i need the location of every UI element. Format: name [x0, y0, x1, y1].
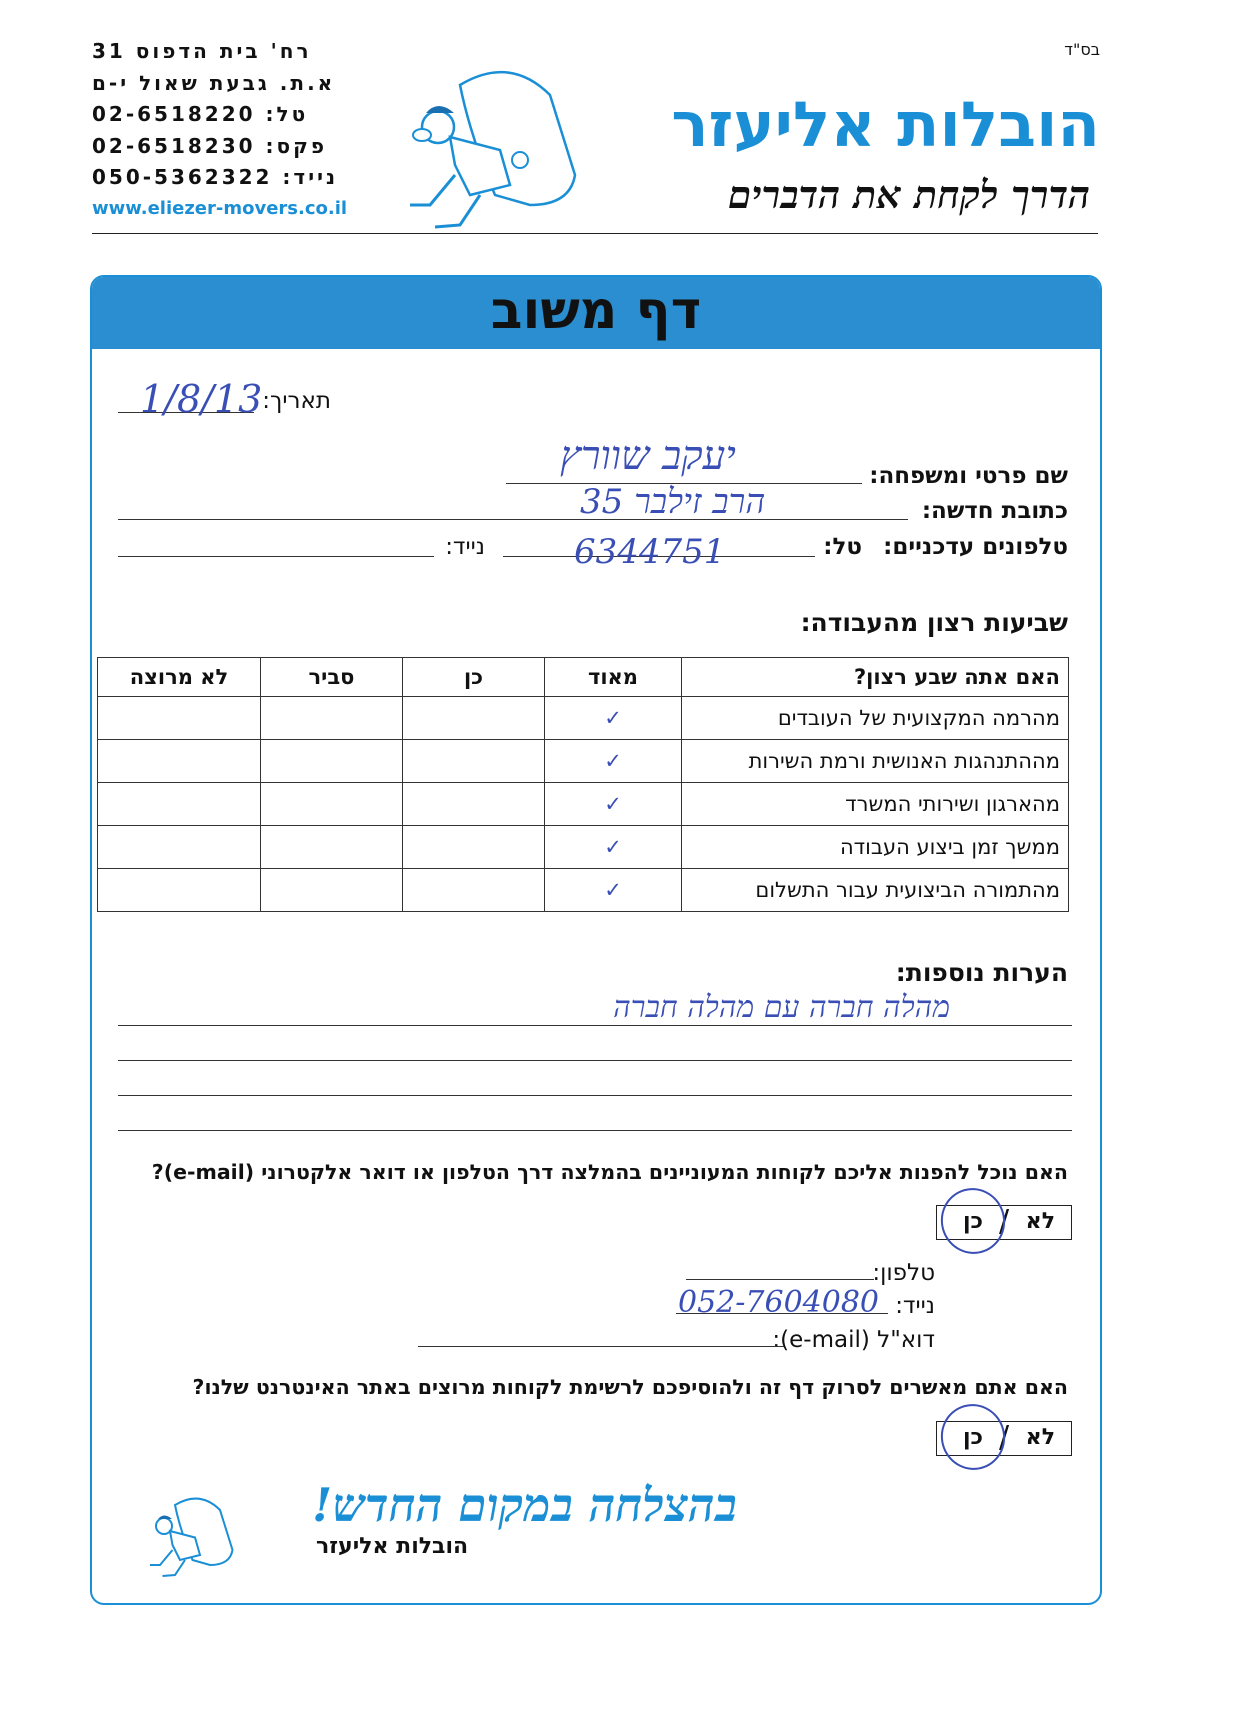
- question-cell: מהתמורה הביצועית עבור התשלום: [682, 869, 1069, 912]
- name-value: יעקב שוורץ: [560, 433, 736, 479]
- form-banner: [92, 277, 1100, 349]
- table-row: [98, 697, 1069, 740]
- address-value: הרב זילבר 35: [580, 482, 766, 522]
- satisfaction-heading: שביעות רצון מהעבודה:: [800, 608, 1068, 637]
- name-label: שם פרטי ומשפחה:: [869, 463, 1068, 489]
- referral-mobile-label: נייד:: [895, 1293, 935, 1319]
- mover-mascot-logo: [400, 55, 620, 235]
- question-cell: מהרמה המקצועית של העובדים: [682, 697, 1069, 740]
- scan-consent-yes-no[interactable]: [936, 1421, 1072, 1456]
- check-cell[interactable]: [403, 783, 545, 826]
- date-label: תאריך:: [262, 388, 331, 414]
- company-address: [92, 36, 338, 194]
- check-cell[interactable]: [98, 697, 261, 740]
- header-divider: [92, 233, 1098, 234]
- check-cell[interactable]: ✓: [545, 826, 682, 869]
- check-cell[interactable]: [261, 826, 403, 869]
- yes-option[interactable]: כן: [963, 1425, 984, 1450]
- address-line: טל: 02-6518220: [92, 102, 309, 126]
- referral-email-field[interactable]: [418, 1346, 784, 1347]
- check-cell[interactable]: [403, 869, 545, 912]
- check-cell[interactable]: [261, 740, 403, 783]
- referral-mobile-value: 052-7604080: [678, 1285, 880, 1320]
- no-option[interactable]: לא: [1025, 1425, 1055, 1450]
- question-cell: מההתנהגות האנושית ורמת השירות: [682, 740, 1069, 783]
- table-header-row: [98, 658, 1069, 697]
- check-cell[interactable]: [261, 783, 403, 826]
- divider: /: [999, 1204, 1010, 1239]
- satisfaction-table: [97, 657, 1069, 912]
- footer-signature: הובלות אליעזר: [316, 1534, 469, 1559]
- check-cell[interactable]: ✓: [545, 740, 682, 783]
- address-line: א.ת. גבעת שאול י-ם: [92, 70, 336, 95]
- date-value: 1/8/13: [140, 377, 263, 421]
- address-line: נייד: 050-5362322: [92, 165, 339, 189]
- no-option[interactable]: לא: [1025, 1209, 1055, 1234]
- address-field[interactable]: [118, 519, 908, 520]
- check-cell[interactable]: [403, 826, 545, 869]
- table-row: [98, 869, 1069, 912]
- address-line: פקס: 02-6518230: [92, 133, 327, 158]
- check-cell[interactable]: [98, 783, 261, 826]
- check-cell[interactable]: [261, 697, 403, 740]
- check-cell[interactable]: [261, 869, 403, 912]
- notes-heading: הערות נוספות:: [895, 958, 1068, 987]
- referral-question: האם נוכל להפנות אליכם לקוחות המעוניינים בהמלצה דרך הטלפון או דואר אלקטרוני (e-mail)?: [151, 1160, 1068, 1184]
- column-header: מאוד: [545, 658, 682, 697]
- divider: /: [999, 1420, 1010, 1455]
- check-cell[interactable]: ✓: [545, 783, 682, 826]
- check-cell[interactable]: [98, 826, 261, 869]
- column-header: סביר: [261, 658, 403, 697]
- mover-mascot-small-icon: [145, 1480, 255, 1590]
- notes-line[interactable]: [118, 1130, 1072, 1131]
- tel-value: 6344751: [574, 532, 726, 572]
- column-header: כן: [403, 658, 545, 697]
- table-row: [98, 826, 1069, 869]
- phones-label: טלפונים עדכניים:: [883, 534, 1068, 560]
- brand-slogan: הדרך לקחת את הדברים: [727, 172, 1090, 217]
- address-line: רח' בית הדפוס 31: [92, 39, 312, 63]
- referral-yes-no[interactable]: [936, 1205, 1072, 1240]
- check-cell[interactable]: [403, 740, 545, 783]
- referral-phone-field[interactable]: [686, 1279, 874, 1280]
- column-header: לא מרוצה: [98, 658, 261, 697]
- address-label: כתובת חדשה:: [921, 498, 1068, 524]
- check-cell[interactable]: [98, 740, 261, 783]
- scan-consent-question: האם אתם מאשרים לסרוק דף זה ולהוסיפכם לרשימת לקוחות מרוצים באתר האינטרנט שלנו?: [192, 1375, 1068, 1399]
- footer-wish: בהצלחה במקום החדש!: [312, 1478, 737, 1532]
- check-cell[interactable]: [98, 869, 261, 912]
- check-cell[interactable]: [403, 697, 545, 740]
- question-cell: ממשך זמן ביצוע העבודה: [682, 826, 1069, 869]
- yes-option[interactable]: כן: [963, 1209, 984, 1234]
- table-row: [98, 783, 1069, 826]
- mobile-field[interactable]: [118, 556, 434, 557]
- notes-handwritten: מהלה חברה עם מהלה חברה: [613, 990, 950, 1025]
- form-title: דף משוב: [490, 281, 702, 341]
- referral-email-label: דוא"ל (e-mail):: [772, 1327, 935, 1353]
- bsd-mark: בס"ד: [1064, 40, 1100, 59]
- website-link[interactable]: www.eliezer-movers.co.il: [92, 198, 348, 219]
- check-cell[interactable]: ✓: [545, 869, 682, 912]
- notes-line[interactable]: [118, 1060, 1072, 1061]
- table-row: [98, 740, 1069, 783]
- check-cell[interactable]: ✓: [545, 697, 682, 740]
- notes-line[interactable]: [118, 1025, 1072, 1026]
- referral-phone-label: טלפון:: [872, 1260, 935, 1286]
- notes-line[interactable]: [118, 1095, 1072, 1096]
- mobile-label: נייד:: [445, 534, 485, 560]
- tel-label: טל:: [823, 534, 862, 560]
- question-cell: מהארגון ושירותי המשרד: [682, 783, 1069, 826]
- column-header: האם אתה שבע רצון?: [682, 658, 1069, 697]
- brand-name: הובלות אליעזר: [671, 88, 1100, 161]
